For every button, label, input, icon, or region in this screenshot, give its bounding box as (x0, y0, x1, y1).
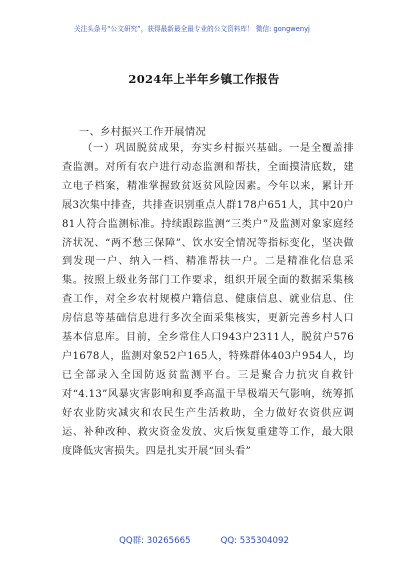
top-banner-link[interactable]: 关注头条号“公文研究”，获得最新最全最专业的公文资料库！ 微信: gongwenyj (74, 25, 310, 33)
section-heading: 一、乡村振兴工作开展情况 (79, 127, 207, 138)
footer-qq-group[interactable]: QQ群: 30265665 (119, 536, 191, 546)
document-title: 2024年上半年乡镇工作报告 (128, 72, 280, 86)
body-paragraph: （一）巩固脱贫成果，夯实乡村振兴基础。一是全覆盖排查监测。对所有农户进行动态监测和帮扶，全面摸清底数，建立电子档案，精准掌握致贫返贫风险因素。今年以来，累计开展3次集中排查，共排查识别重点人群178户651人，其中20户81人符合监测标准。持续跟踪监测“三类户”及监测对象家庭经济状况、“两不愁三保障”、饮水安全情况等指标变化，坚决做到发现一户、纳入一档、精准帮扶一户。二是精准化信息采集。按照上级业务部门工作要求，组织开展全面的数据采集核查工作，对全乡农村规模户籍信息、健康信息、就业信息、住房信息等基础信息进行多次全面采集核实，更新完善乡村人口基本信息库。目前，全乡常住人口943户2311人，脱贫户576户1678人，监测对象52户165人，特殊群体403户954人，均已全部录入全国防返贫监测平台。三是聚合力抗灾自救针对“4.13”风暴灾害影响和夏季高温干旱极端天气影响，统筹抓好农业防灾减灾和农民生产生活救助，全力做好农资供应调运、补种改种、救灾资金发放、灾后恢复重建等工作，最大限度降低灾害损失。四是扎实开展“回头看” (62, 143, 354, 457)
footer-contact (0, 534, 408, 546)
footer-qq[interactable]: QQ: 535304092 (220, 536, 289, 546)
